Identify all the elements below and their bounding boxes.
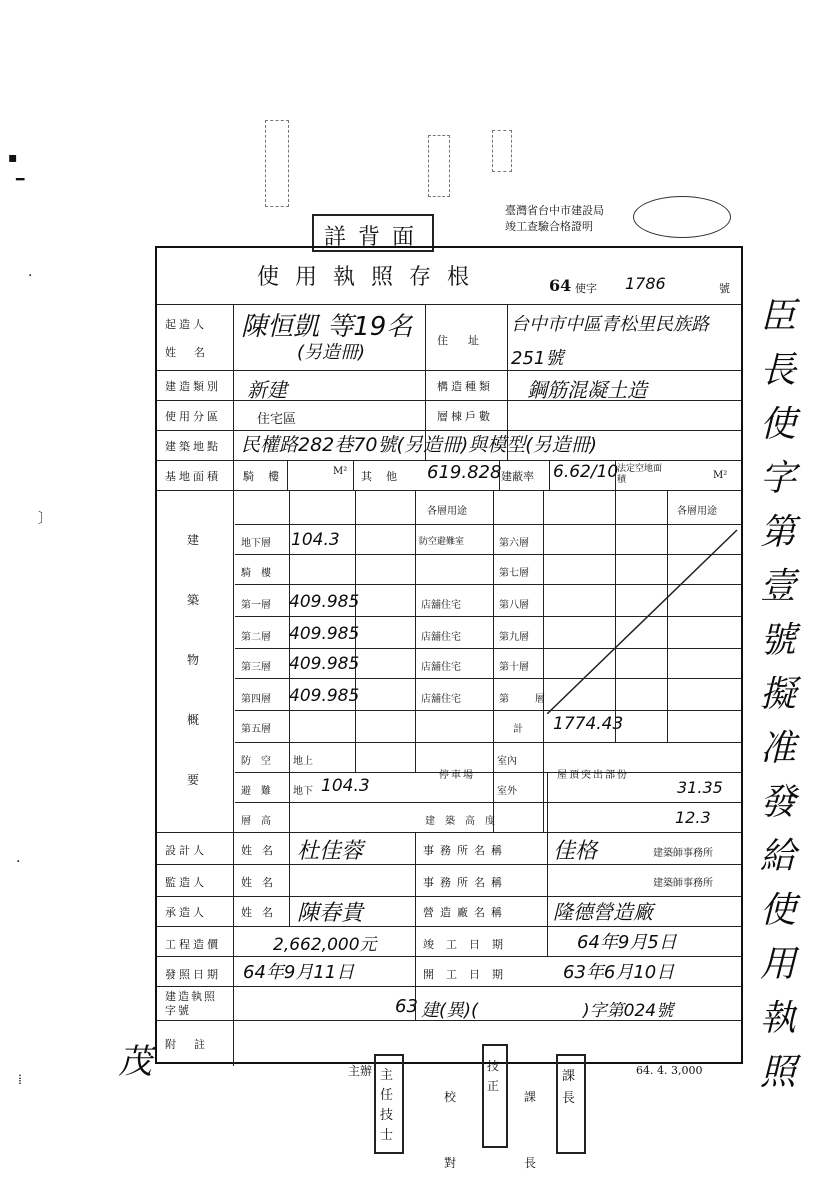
check-stamp-text: 技正 xyxy=(487,1059,500,1093)
designer-name-value: 杜佳蓉 xyxy=(297,839,364,864)
floor-label-1: 第一層 xyxy=(241,600,271,611)
permit-prefix-value: 63 xyxy=(395,996,418,1017)
floor-label-blank: 第 層 xyxy=(499,694,553,705)
margin-mark-3: · xyxy=(28,268,33,284)
floor4-use: 店舖住宅 xyxy=(421,694,461,705)
other-area-value: 619.828 xyxy=(427,462,502,483)
label-households: 層棟戶數 xyxy=(437,410,493,423)
permit-number-value-bottom: )字第024號 xyxy=(583,1001,674,1021)
label-contractor-factory: 營造廠名稱 xyxy=(423,906,508,919)
permit-number-word: 使字 xyxy=(575,282,597,295)
inspection-stamp-line1: 臺灣省台中市建設局 xyxy=(505,204,604,217)
unit-m2-arcade: M² xyxy=(333,466,348,477)
label-remarks: 附註 xyxy=(165,1038,223,1051)
label-name: 姓名 xyxy=(165,346,223,359)
floor-label-2: 第二層 xyxy=(241,632,271,643)
completion-date-value: 64年9月5日 xyxy=(577,932,677,953)
stamp-small-1 xyxy=(265,120,289,207)
chief-stamp xyxy=(374,1054,404,1154)
structure-type-value: 鋼筋混凝土造 xyxy=(527,378,647,402)
label-permit-no: 建造執照字號 xyxy=(165,990,217,1017)
margin-mark-2: ━ xyxy=(16,172,25,188)
total-area: 1774.43 xyxy=(553,714,624,734)
label-contractor: 承造人 xyxy=(165,906,207,919)
label-completion-date: 竣工日期 xyxy=(423,938,515,951)
floor3-use: 店舖住宅 xyxy=(421,662,461,673)
label-total: 計 xyxy=(513,724,523,735)
label-building-height: 建築高度 xyxy=(425,816,505,827)
label-other: 其他 xyxy=(361,470,411,483)
floor-label-7: 第七層 xyxy=(499,568,529,579)
margin-mark-5: · xyxy=(16,854,21,870)
label-section-chief: 課長 xyxy=(524,1090,537,1170)
shelter-below-value: 104.3 xyxy=(321,776,370,796)
label-structure-type: 構造種類 xyxy=(437,380,493,393)
section-chief-stamp xyxy=(556,1054,586,1154)
label-base-area: 基地面積 xyxy=(165,470,221,483)
label-arcade: 騎樓 xyxy=(243,470,293,483)
roof-protrusion-value: 31.35 xyxy=(677,778,723,797)
issue-date-value: 64年9月11日 xyxy=(243,962,355,983)
designer-office-value: 佳格 xyxy=(553,839,598,864)
right-margin-handwriting: 臣長 使字第壹號 擬准發給使用執照 xyxy=(760,296,797,1093)
inspection-stamp-line2: 竣工查驗合格證明 xyxy=(505,220,593,233)
label-supervisor: 監造人 xyxy=(165,876,207,889)
floor-label-height: 層高 xyxy=(241,816,281,827)
contractor-factory-value: 隆德營造廠 xyxy=(553,900,653,924)
floor-label-5: 第五層 xyxy=(241,724,271,735)
building-height-value: 12.3 xyxy=(675,808,711,827)
label-parking: 停車場 xyxy=(439,770,475,781)
form-title: 使用執照存根 xyxy=(257,265,486,290)
builder-name: 陳恒凱 等19名 xyxy=(241,312,413,342)
label-address: 住址 xyxy=(437,334,499,347)
floor-label-3: 第三層 xyxy=(241,662,271,673)
margin-mark-6: ⁞ xyxy=(18,1072,22,1088)
floor-label-10: 第十層 xyxy=(499,662,529,673)
project-cost-value: 2,662,000元 xyxy=(273,935,377,955)
label-indoor: 室內 xyxy=(497,756,517,767)
label-contractor-name: 姓名 xyxy=(241,906,283,919)
void-diagonal-line xyxy=(547,524,743,714)
contractor-name-value: 陳春貴 xyxy=(297,901,364,926)
left-margin-mark: 茂 xyxy=(118,1042,152,1082)
margin-mark-4: 〕 xyxy=(38,511,52,527)
basement-use: 防空避難室 xyxy=(419,537,465,547)
use-zone-value: 住宅區 xyxy=(257,412,297,427)
section-chief-stamp-text: 課長 xyxy=(562,1069,576,1106)
floor-use-header-left: 各層用途 xyxy=(427,506,467,517)
floor-label-arcade: 騎樓 xyxy=(241,568,281,579)
label-designer: 設計人 xyxy=(165,844,207,857)
chief-stamp-text: 主任技士 xyxy=(380,1068,394,1143)
label-site-location: 建築地點 xyxy=(165,440,221,453)
usage-permit-form xyxy=(155,246,743,1064)
label-above-ground: 地上 xyxy=(293,756,313,767)
floor-label-4: 第四層 xyxy=(241,694,271,705)
floor-label-8: 第八層 xyxy=(499,600,529,611)
label-project-cost: 工程造價 xyxy=(165,938,221,951)
margin-mark-1: ▪ xyxy=(8,150,18,166)
label-building-type: 建造類別 xyxy=(165,380,221,393)
designer-architect-office: 建築師事務所 xyxy=(653,848,713,859)
floor4-area: 409.985 xyxy=(289,686,360,706)
label-supervisor-office: 事務所名稱 xyxy=(423,876,508,889)
floor2-area: 409.985 xyxy=(289,624,360,644)
floor3-area: 409.985 xyxy=(289,654,360,674)
label-designer-office: 事務所名稱 xyxy=(423,844,508,857)
label-use-zone: 使用分區 xyxy=(165,410,221,423)
site-location-value: 民權路282巷70號(另造冊)與模型(另造冊) xyxy=(241,434,598,456)
floor1-area: 409.985 xyxy=(289,592,360,612)
label-check: 校對 xyxy=(444,1090,457,1170)
floor-use-header-right: 各層用途 xyxy=(677,506,717,517)
basement-area: 104.3 xyxy=(291,530,340,550)
floor1-use: 店舖住宅 xyxy=(421,600,461,611)
supervisor-architect-office: 建築師事務所 xyxy=(653,878,713,889)
inspection-stamp xyxy=(505,196,725,238)
detail-back-stamp-text: 詳背面 xyxy=(324,225,427,250)
check-stamp xyxy=(482,1044,508,1148)
bottom-stamp-row xyxy=(346,1054,596,1170)
coverage-value: 6.62/10 xyxy=(553,462,619,482)
label-coverage: 建蔽率 xyxy=(501,470,534,483)
label-builder: 起造人 xyxy=(165,318,207,331)
label-issue-date: 發照日期 xyxy=(165,968,221,981)
label-start-date: 開工日期 xyxy=(423,968,515,981)
floor2-use: 店舖住宅 xyxy=(421,632,461,643)
floor-label-9: 第九層 xyxy=(499,632,529,643)
label-chief: 主辦 xyxy=(348,1064,373,1078)
label-below-ground: 地下 xyxy=(293,786,313,797)
floor-label-basement: 地下層 xyxy=(241,538,271,549)
permit-number-value: 1786 xyxy=(625,274,666,293)
floor-label-shelter: 防空 xyxy=(241,756,281,767)
label-building-summary: 建築物概要 xyxy=(187,533,200,787)
builder-address: 台中市中區青松里民族路 xyxy=(511,314,709,335)
permit-number-prefix: 64 xyxy=(549,276,572,295)
label-designer-name: 姓名 xyxy=(241,844,283,857)
floor-label-6: 第六層 xyxy=(499,538,529,549)
label-supervisor-name: 姓名 xyxy=(241,876,283,889)
permit-number-suffix: 號 xyxy=(719,282,730,295)
builder-note: (另造冊) xyxy=(297,342,366,363)
start-date-value: 63年6月10日 xyxy=(563,962,675,983)
label-legal-open-space: 法定空地面積 xyxy=(617,464,663,485)
building-type-value: 新建 xyxy=(247,378,287,402)
label-roof-protrusion: 屋頂突出部份 xyxy=(557,770,629,781)
print-info: 64. 4. 3,000 xyxy=(636,1064,703,1077)
unit-m2-open-space: M² xyxy=(713,470,728,481)
label-outdoor: 室外 xyxy=(497,786,517,797)
permit-word-value: 建(異)( xyxy=(421,1000,479,1021)
stamp-small-2 xyxy=(428,135,450,197)
builder-address-no: 251號 xyxy=(511,348,564,369)
floor-label-evacuation: 避難 xyxy=(241,786,281,797)
stamp-small-3 xyxy=(492,130,512,172)
